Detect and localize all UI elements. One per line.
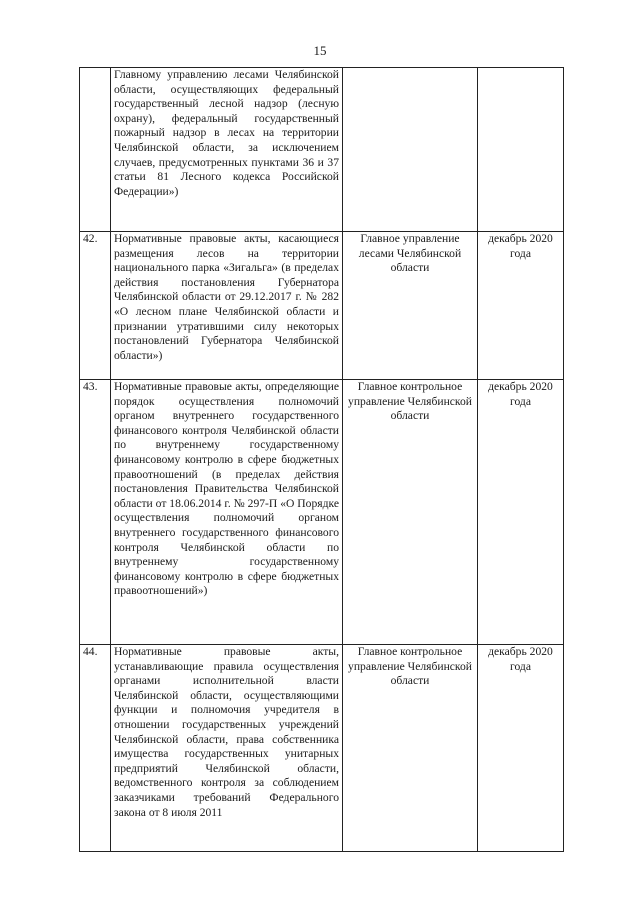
row-responsible (343, 68, 478, 232)
table-row (80, 68, 564, 232)
table-row (80, 380, 564, 645)
row-title: Главному управлению лесами Челябинской области, осуществляющих федеральный государственный лесной надзор (лесную охрану), федеральный государственный пожарный надзор в лесах на территории Челябинской области, за исключением случаев, предусмотренных пунктами 36 и 37 статьи 81 Лесного кодекса Российской Федерации») (111, 68, 343, 232)
row-deadline: декабрь 2020 года (478, 380, 564, 645)
row-number: 43. (80, 380, 111, 645)
row-title: Нормативные правовые акты, определяющие порядок осуществления полномочий органом внутреннего государственного финансового контроля Челябинской области по внутреннему государственному финансовому контролю в сфере бюджетных правоотношений (в пределах действия постановления Правительства Челябинской области от 18.06.2014 г. № 297-П «О Порядке осуществления полномочий органом внутреннего государственного финансового контроля Челябинской области по внутреннему государственному финансовому контролю в сфере бюджетных правоотношений») (111, 380, 343, 645)
plan-table (79, 67, 564, 852)
table-row (80, 645, 564, 852)
row-title: Нормативные правовые акты, касающиеся размещения лесов на территории национального парка «Зигальга» (в пределах действия постановления Губернатора Челябинской области от 29.12.2017 г. № 282 «О лесном плане Челябинской области и признании утратившими силу некоторых постановлений Губернатора Челябинской области») (111, 232, 343, 380)
row-title: Нормативные правовые акты, устанавливающие правила осуществления органами исполнительной власти Челябинской области, осуществляющими функции и полномочия учредителя в отношении государственных учреждений Челябинской области, права собственника имущества государственных унитарных предприятий Челябинской области, ведомственного контроля за соблюдением заказчиками требований Федерального закона от 8 июля 2011 (111, 645, 343, 852)
row-deadline (478, 68, 564, 232)
row-number: 42. (80, 232, 111, 380)
page-number: 15 (313, 43, 327, 58)
row-number: 44. (80, 645, 111, 852)
row-deadline: декабрь 2020 года (478, 645, 564, 852)
row-responsible: Главное контрольное управление Челябинской области (343, 645, 478, 852)
row-deadline: декабрь 2020 года (478, 232, 564, 380)
table-row (80, 232, 564, 380)
row-responsible: Главное контрольное управление Челябинской области (343, 380, 478, 645)
row-responsible: Главное управление лесами Челябинской области (343, 232, 478, 380)
row-number (80, 68, 111, 232)
